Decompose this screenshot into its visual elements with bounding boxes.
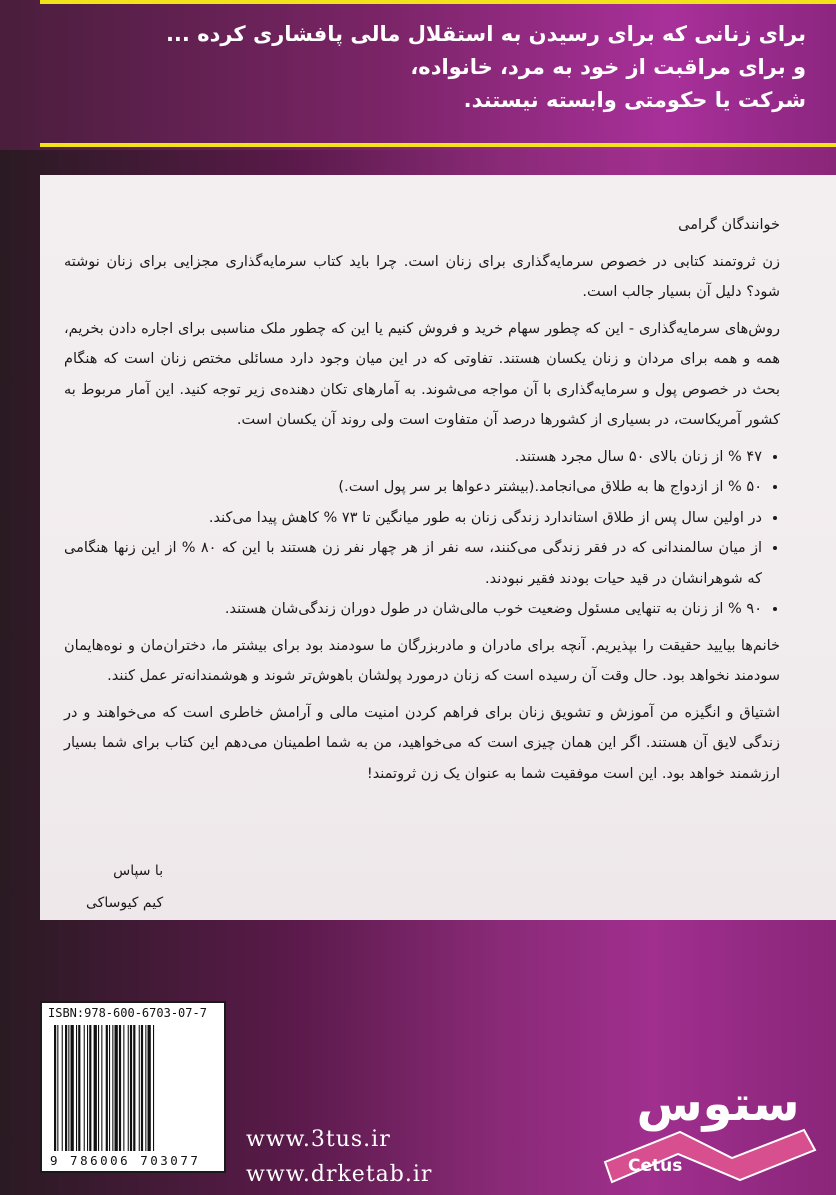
barcode-bar (89, 1025, 91, 1151)
letter-panel (40, 175, 836, 920)
barcode-bar (115, 1025, 118, 1151)
barcode-bar (106, 1025, 108, 1151)
barcode-bar (98, 1025, 99, 1151)
barcode-bar (94, 1025, 97, 1151)
logo-brand-text: Cetus (628, 1156, 683, 1176)
signature-thanks: با سپاس (113, 863, 164, 879)
barcode-bar (133, 1025, 135, 1151)
barcode (40, 1001, 226, 1173)
statistic-item: • از میان سالمندانی که در فقر زندگی می‌کنند، سه نفر از هر چهار نفر زن هستند با این که ۸۰ % از این زنها هنگامی که شوهرانشان در قید حیات بودند فقیر نبودند. (64, 533, 762, 594)
bottom-yellow-rule (40, 143, 836, 147)
letter-body (64, 210, 780, 795)
top-yellow-rule (40, 0, 836, 4)
signature-block (86, 855, 163, 919)
barcode-bar (101, 1025, 102, 1151)
isbn-label: ISBN:978-600-6703-07-7 (48, 1006, 207, 1020)
statistics-list (64, 442, 780, 625)
letter-greeting: خوانندگان گرامی (678, 217, 780, 233)
barcode-bar (57, 1025, 58, 1151)
barcode-bar (112, 1025, 113, 1151)
ean-digits: 9 786006 703077 (50, 1153, 201, 1168)
quote-line-1: برای زنانی که برای رسیدن به استقلال مالی پافشاری کرده ... (165, 22, 806, 46)
barcode-bars (54, 1025, 216, 1151)
quote-line-3: شرکت یا حکومتی وابسته نیستند. (463, 88, 806, 112)
statistic-item: • در اولین سال پس از طلاق استاندارد زندگی زنان به طور میانگین تا ۷۳ % کاهش پیدا می‌کند. (64, 503, 762, 534)
barcode-bar (62, 1025, 63, 1151)
statistic-item: • ۵۰ % از ازدواج ها به طلاق می‌انجامد.(بیشتر دعواها بر سر پول است.) (64, 472, 762, 503)
dedication-quote (46, 18, 806, 117)
barcode-bar (141, 1025, 143, 1151)
website-link-2[interactable]: www.drketab.ir (246, 1162, 433, 1187)
barcode-bar (123, 1025, 124, 1151)
barcode-bar (87, 1025, 88, 1151)
letter-paragraph-1: زن ثروتمند کتابی در خصوص سرمایه‌گذاری برای زنان است. چرا باید کتاب سرمایه‌گذاری مجزایی برای زنان نوشته شود؟ دلیل آن بسیار جالب است. (64, 253, 780, 300)
letter-paragraph-3: خانم‌ها بیایید حقیقت را بپذیریم. آنچه برای مادران و مادربزرگان ما سودمند بود برای بیشتر ما، دختران‌مان و نوه‌هایمان سودمند نخواهد بود. حال وقت آن رسیده است که زنان درمورد پولشان باهوش‌تر شوند و هوشمندانه‌تر عمل کنند. (64, 637, 780, 684)
barcode-bar (145, 1025, 146, 1151)
signature-author: کیم کیوساکی (86, 895, 164, 911)
barcode-bar (148, 1025, 151, 1151)
barcode-bar (139, 1025, 140, 1151)
quote-line-2: و برای مراقبت از خود به مرد، خانواده، (410, 55, 806, 79)
barcode-bar (119, 1025, 121, 1151)
barcode-bar (84, 1025, 85, 1151)
logo-persian-text: ستوس (636, 1076, 800, 1132)
barcode-bar (65, 1025, 67, 1151)
barcode-bar (68, 1025, 69, 1151)
statistic-item: • ۹۰ % از زنان به تنهایی مسئول وضعیت خوب مالی‌شان در طول دوران زندگی‌شان هستند. (64, 594, 762, 625)
barcode-bar (76, 1025, 77, 1151)
barcode-bar (128, 1025, 129, 1151)
barcode-bar (130, 1025, 132, 1151)
barcode-bar (109, 1025, 110, 1151)
website-link-1[interactable]: www.3tus.ir (246, 1127, 391, 1152)
letter-paragraph-2: روش‌های سرمایه‌گذاری - این که چطور سهام خرید و فروش کنیم یا این که چطور ملک مناسبی برای اجاره دادن بخریم، همه و همه برای مردان و زنان یکسان هستند. تفاوتی که در این میان وجود دارد مسائلی مختص زنان است که هنگام بحث در خصوص پول و سرمایه‌گذاری با آن مواجه می‌شوند. به آمارهای تکان دهنده‌ی زیر توجه کنید. این آمار مربوط به کشور آمریکاست، در بسیاری از کشورها درصد آن متفاوت است ولی روند آن یکسان است. (64, 320, 780, 428)
barcode-bar (153, 1025, 154, 1151)
barcode-bar (54, 1025, 56, 1151)
letter-paragraph-4: اشتیاق و انگیزه من آموزش و تشویق زنان برای فراهم کردن امنیت مالی و آرامش خاطری است که می‌خواهند و در زندگی لایق آن هستند. اگر این همان چیزی است که می‌خواهید، من به شما اطمینان می‌دهم این کتاب برای شما بسیار ارزشمند خواهد بود. این است موفقیت شما به عنوان یک زن ثروتمند! (64, 704, 780, 782)
statistic-item: • ۴۷ % از زنان بالای ۵۰ سال مجرد هستند. (64, 442, 762, 473)
barcode-bar (78, 1025, 80, 1151)
barcode-bar (71, 1025, 74, 1151)
